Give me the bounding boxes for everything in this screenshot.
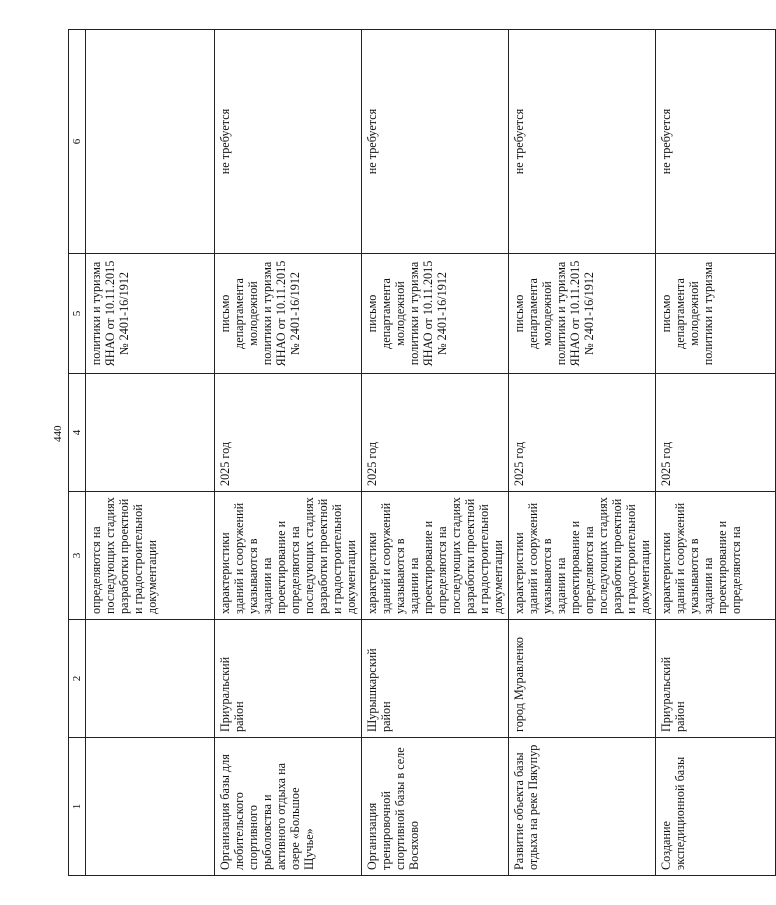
cell-note: не требуется xyxy=(215,30,362,254)
cell-term: 2025 год xyxy=(656,374,776,492)
table-row xyxy=(656,30,776,876)
cell-term: 2025 год xyxy=(362,374,509,492)
column-number-3: 3 xyxy=(69,492,86,620)
column-number-1: 1 xyxy=(69,738,86,876)
cell-empty xyxy=(86,620,215,738)
table-row xyxy=(362,30,509,876)
column-number-4: 4 xyxy=(69,374,86,492)
cell-basis: письмо департамента молодежной политики и туризма xyxy=(656,254,776,374)
cell-object-name: Организация базы для любительского спортивного рыболовства и активного отдыха на озере «Большое Щучье» xyxy=(215,738,362,876)
column-number-6: 6 xyxy=(69,30,86,254)
cell-location: Приуральский район xyxy=(215,620,362,738)
cell-basis: письмо департамента молодежной политики и туризма ЯНАО от 10.11.2015 № 2401-16/1912 xyxy=(215,254,362,374)
header-row xyxy=(69,30,86,876)
page-number: 440 xyxy=(52,425,64,442)
cell-location: город Муравленко xyxy=(509,620,656,738)
cell-empty xyxy=(86,30,215,254)
cell-location: Шурышкарский район xyxy=(362,620,509,738)
cell-basis: письмо департамента молодежной политики и туризма ЯНАО от 10.11.2015 № 2401-16/1912 xyxy=(509,254,656,374)
cell-note: не требуется xyxy=(509,30,656,254)
cell-note: не требуется xyxy=(362,30,509,254)
column-number-5: 5 xyxy=(69,254,86,374)
cell-term: 2025 год xyxy=(509,374,656,492)
cell-object-name: Организация тренировочной спортивной базы в селе Восяхово xyxy=(362,738,509,876)
cell-term: 2025 год xyxy=(215,374,362,492)
cell-empty xyxy=(86,738,215,876)
continuation-row xyxy=(86,30,215,876)
column-number-2: 2 xyxy=(69,620,86,738)
cell-basis: политики и туризма ЯНАО от 10.11.2015 № 2401-16/1912 xyxy=(86,254,215,374)
cell-basis: письмо департамента молодежной политики и туризма ЯНАО от 10.11.2015 № 2401-16/1912 xyxy=(362,254,509,374)
table-row xyxy=(215,30,362,876)
cell-characteristics: характеристики зданий и сооружений указываются в задании на проектирование и определяются на последующих стадиях разработки проектной и градостроительной документации xyxy=(215,492,362,620)
cell-characteristics: характеристики зданий и сооружений указываются в задании на проектирование и определяются на последующих стадиях разработки проектной и градостроительной документации xyxy=(509,492,656,620)
table-row xyxy=(509,30,656,876)
rotated-table-container xyxy=(68,30,743,876)
cell-characteristics: характеристики зданий и сооружений указываются в задании на проектирование и определяются на xyxy=(656,492,776,620)
cell-object-name: Развитие объекта базы отдыха на реке Пякупур xyxy=(509,738,656,876)
cell-characteristics: характеристики зданий и сооружений указываются в задании на проектирование и определяются на последующих стадиях разработки проектной и градостроительной документации xyxy=(362,492,509,620)
cell-note: не требуется xyxy=(656,30,776,254)
cell-empty xyxy=(86,374,215,492)
cell-characteristics: определяются на последующих стадиях разработки проектной и градостроительной документации xyxy=(86,492,215,620)
cell-location: Приуральский район xyxy=(656,620,776,738)
objects-table xyxy=(68,29,776,876)
cell-object-name: Создание экспедиционной базы xyxy=(656,738,776,876)
